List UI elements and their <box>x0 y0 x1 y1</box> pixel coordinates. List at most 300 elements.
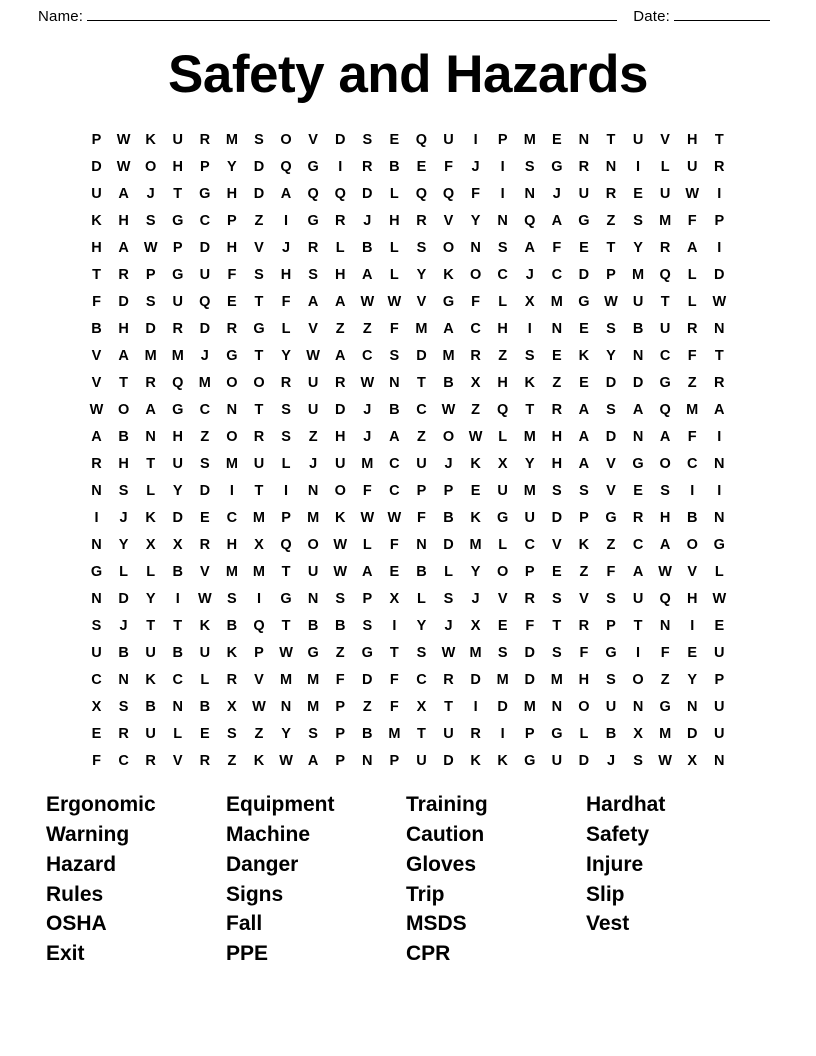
grid-letter[interactable]: N <box>632 428 644 445</box>
grid-letter[interactable]: G <box>307 212 319 229</box>
grid-letter[interactable]: G <box>659 698 671 715</box>
grid-letter[interactable]: I <box>473 698 478 715</box>
grid-letter[interactable]: Q <box>659 590 671 607</box>
grid-letter[interactable]: A <box>91 428 102 445</box>
grid-letter[interactable]: A <box>578 401 590 418</box>
grid-letter[interactable]: I <box>338 158 343 175</box>
grid-letter[interactable]: S <box>524 158 535 175</box>
grid-letter[interactable]: T <box>444 698 453 715</box>
grid-letter[interactable]: L <box>687 293 697 310</box>
grid-letter[interactable]: Q <box>659 401 671 418</box>
grid-letter[interactable]: T <box>119 374 128 391</box>
grid-letter[interactable]: T <box>417 725 426 742</box>
grid-letter[interactable]: J <box>309 455 318 472</box>
grid-letter[interactable]: A <box>334 293 346 310</box>
grid-letter[interactable]: T <box>660 293 670 310</box>
grid-letter[interactable]: A <box>118 185 129 202</box>
grid-letter[interactable]: W <box>116 131 131 148</box>
grid-letter[interactable]: C <box>91 671 102 688</box>
grid-letter[interactable]: E <box>579 374 589 391</box>
grid-letter[interactable]: B <box>632 320 644 337</box>
word-list-item[interactable]: Fall <box>226 912 263 936</box>
grid-letter[interactable]: D <box>334 131 346 148</box>
grid-letter[interactable]: W <box>306 347 320 364</box>
grid-letter[interactable]: W <box>333 536 348 553</box>
grid-letter[interactable]: F <box>687 347 697 364</box>
grid-letter[interactable]: H <box>334 428 346 445</box>
grid-letter[interactable]: G <box>307 158 319 175</box>
grid-letter[interactable]: F <box>444 158 453 175</box>
grid-letter[interactable]: R <box>199 536 211 553</box>
grid-letter[interactable]: R <box>226 320 238 337</box>
grid-letter[interactable]: A <box>307 752 319 769</box>
grid-letter[interactable]: W <box>441 644 456 661</box>
grid-letter[interactable]: L <box>389 185 399 202</box>
grid-letter[interactable]: N <box>307 482 319 499</box>
grid-letter[interactable]: G <box>578 212 590 229</box>
grid-letter[interactable]: I <box>690 617 695 634</box>
grid-letter[interactable]: X <box>633 725 643 742</box>
grid-letter[interactable]: M <box>225 563 238 580</box>
grid-letter[interactable]: Z <box>579 563 589 580</box>
grid-letter[interactable]: L <box>281 455 291 472</box>
grid-letter[interactable]: D <box>524 644 535 661</box>
grid-letter[interactable]: V <box>199 563 210 580</box>
grid-letter[interactable]: A <box>551 212 563 229</box>
grid-letter[interactable]: B <box>443 374 454 391</box>
grid-letter[interactable]: R <box>470 347 481 364</box>
grid-letter[interactable]: H <box>686 131 698 148</box>
grid-letter[interactable]: R <box>280 374 292 391</box>
grid-letter[interactable]: T <box>281 563 291 580</box>
grid-letter[interactable]: E <box>199 509 210 526</box>
grid-letter[interactable]: C <box>416 671 427 688</box>
grid-letter[interactable]: W <box>658 563 672 580</box>
grid-letter[interactable]: M <box>632 266 645 283</box>
grid-letter[interactable]: B <box>118 644 129 661</box>
grid-letter[interactable]: B <box>91 320 102 337</box>
grid-letter[interactable]: K <box>145 509 156 526</box>
grid-letter[interactable]: I <box>500 158 505 175</box>
grid-letter[interactable]: B <box>145 698 156 715</box>
grid-letter[interactable]: X <box>389 590 400 607</box>
grid-letter[interactable]: Y <box>633 239 643 256</box>
grid-letter[interactable]: E <box>551 563 562 580</box>
grid-letter[interactable]: D <box>443 536 454 553</box>
grid-letter[interactable]: R <box>659 239 671 256</box>
grid-letter[interactable]: N <box>91 482 102 499</box>
grid-letter[interactable]: M <box>144 347 157 364</box>
grid-letter[interactable]: U <box>199 266 211 283</box>
grid-letter[interactable]: A <box>578 428 590 445</box>
word-list-item[interactable]: Training <box>406 793 488 817</box>
grid-letter[interactable]: J <box>119 509 128 526</box>
grid-letter[interactable]: U <box>659 185 671 202</box>
grid-letter[interactable]: I <box>717 428 722 445</box>
grid-letter[interactable]: T <box>606 239 616 256</box>
grid-letter[interactable]: S <box>416 239 427 256</box>
grid-letter[interactable]: M <box>307 671 320 688</box>
grid-letter[interactable]: U <box>307 374 319 391</box>
grid-letter[interactable]: I <box>717 482 722 499</box>
grid-letter[interactable]: D <box>714 266 725 283</box>
grid-letter[interactable]: S <box>308 266 318 283</box>
grid-letter[interactable]: J <box>363 428 372 445</box>
grid-letter[interactable]: R <box>334 374 346 391</box>
grid-letter[interactable]: U <box>443 725 454 742</box>
grid-letter[interactable]: R <box>118 725 129 742</box>
grid-letter[interactable]: M <box>469 536 482 553</box>
grid-letter[interactable]: K <box>226 644 238 661</box>
grid-letter[interactable]: L <box>417 590 426 607</box>
grid-letter[interactable]: X <box>145 536 156 553</box>
word-list-item[interactable]: Exit <box>46 942 85 966</box>
grid-letter[interactable]: N <box>307 590 319 607</box>
grid-letter[interactable]: Q <box>280 158 292 175</box>
grid-letter[interactable]: B <box>172 644 183 661</box>
grid-letter[interactable]: R <box>145 752 156 769</box>
grid-letter[interactable]: Z <box>660 671 670 688</box>
grid-letter[interactable]: A <box>659 428 671 445</box>
grid-letter[interactable]: R <box>686 320 698 337</box>
grid-letter[interactable]: I <box>175 590 180 607</box>
grid-letter[interactable]: U <box>714 644 725 661</box>
grid-letter[interactable]: S <box>606 590 616 607</box>
grid-letter[interactable]: D <box>605 428 617 445</box>
grid-letter[interactable]: G <box>659 374 671 391</box>
grid-letter[interactable]: V <box>308 131 318 148</box>
grid-letter[interactable]: D <box>91 158 102 175</box>
grid-letter[interactable]: M <box>415 320 428 337</box>
grid-letter[interactable]: K <box>145 671 156 688</box>
grid-letter[interactable]: Q <box>334 185 346 202</box>
grid-letter[interactable]: P <box>606 266 616 283</box>
grid-letter[interactable]: O <box>253 374 265 391</box>
grid-letter[interactable]: L <box>281 320 291 337</box>
grid-letter[interactable]: Z <box>335 644 345 661</box>
grid-letter[interactable]: L <box>146 482 156 499</box>
grid-letter[interactable]: A <box>118 347 129 364</box>
grid-letter[interactable]: M <box>198 374 211 391</box>
grid-letter[interactable]: V <box>254 239 264 256</box>
grid-letter[interactable]: R <box>172 320 183 337</box>
grid-letter[interactable]: S <box>606 401 616 418</box>
grid-letter[interactable]: R <box>199 131 211 148</box>
grid-letter[interactable]: Y <box>172 482 183 499</box>
grid-letter[interactable]: M <box>523 131 536 148</box>
grid-letter[interactable]: G <box>172 266 184 283</box>
grid-letter[interactable]: F <box>552 239 562 256</box>
grid-letter[interactable]: D <box>118 590 129 607</box>
grid-letter[interactable]: S <box>308 725 318 742</box>
grid-letter[interactable]: J <box>119 617 128 634</box>
grid-letter[interactable]: B <box>172 563 183 580</box>
grid-letter[interactable]: D <box>199 239 211 256</box>
grid-letter[interactable]: S <box>497 644 508 661</box>
grid-letter[interactable]: V <box>660 131 670 148</box>
grid-letter[interactable]: O <box>632 671 644 688</box>
grid-letter[interactable]: U <box>416 752 427 769</box>
grid-letter[interactable]: A <box>578 455 590 472</box>
grid-letter[interactable]: I <box>527 320 532 337</box>
grid-letter[interactable]: D <box>686 725 698 742</box>
grid-letter[interactable]: X <box>524 293 535 310</box>
grid-letter[interactable]: G <box>90 563 103 580</box>
grid-letter[interactable]: Q <box>659 266 671 283</box>
grid-letter[interactable]: K <box>145 131 156 148</box>
grid-letter[interactable]: S <box>606 671 616 688</box>
grid-letter[interactable]: L <box>714 563 724 580</box>
grid-letter[interactable]: X <box>227 698 237 715</box>
grid-letter[interactable]: L <box>444 563 453 580</box>
grid-letter[interactable]: Q <box>199 293 211 310</box>
word-list-item[interactable]: Injure <box>586 852 644 876</box>
grid-letter[interactable]: P <box>254 644 264 661</box>
grid-letter[interactable]: X <box>470 617 481 634</box>
grid-letter[interactable]: N <box>91 590 102 607</box>
grid-letter[interactable]: N <box>362 752 373 769</box>
grid-letter[interactable]: C <box>416 401 427 418</box>
grid-letter[interactable]: X <box>254 536 264 553</box>
grid-letter[interactable]: F <box>660 644 670 661</box>
grid-letter[interactable]: O <box>442 428 455 445</box>
grid-letter[interactable]: Y <box>281 347 291 364</box>
grid-letter[interactable]: R <box>145 374 156 391</box>
grid-letter[interactable]: W <box>333 563 348 580</box>
grid-letter[interactable]: X <box>172 536 183 553</box>
grid-letter[interactable]: Y <box>145 590 156 607</box>
grid-letter[interactable]: U <box>443 131 454 148</box>
grid-letter[interactable]: O <box>659 455 671 472</box>
grid-letter[interactable]: U <box>253 455 265 472</box>
grid-letter[interactable]: G <box>226 347 238 364</box>
grid-letter[interactable]: W <box>712 293 727 310</box>
grid-letter[interactable]: O <box>117 401 130 418</box>
grid-letter[interactable]: D <box>524 671 535 688</box>
grid-letter[interactable]: H <box>226 185 238 202</box>
grid-letter[interactable]: Z <box>362 320 372 337</box>
grid-letter[interactable]: D <box>253 158 265 175</box>
grid-letter[interactable]: Z <box>687 374 697 391</box>
grid-letter[interactable]: R <box>524 590 535 607</box>
grid-letter[interactable]: D <box>362 185 373 202</box>
grid-letter[interactable]: Y <box>416 266 427 283</box>
grid-letter[interactable]: G <box>172 401 184 418</box>
grid-letter[interactable]: K <box>443 266 454 283</box>
grid-letter[interactable]: I <box>94 509 99 526</box>
grid-letter[interactable]: U <box>199 644 211 661</box>
grid-letter[interactable]: C <box>497 266 508 283</box>
grid-letter[interactable]: W <box>252 698 266 715</box>
date-input-line[interactable] <box>674 8 770 21</box>
grid-letter[interactable]: T <box>254 293 264 310</box>
grid-letter[interactable]: C <box>389 482 400 499</box>
grid-letter[interactable]: D <box>605 374 617 391</box>
grid-letter[interactable]: Y <box>524 455 535 472</box>
grid-letter[interactable]: N <box>551 320 563 337</box>
grid-letter[interactable]: J <box>363 401 372 418</box>
grid-letter[interactable]: T <box>417 374 426 391</box>
grid-letter[interactable]: P <box>172 239 183 256</box>
grid-letter[interactable]: Z <box>308 428 318 445</box>
grid-letter[interactable]: A <box>334 347 346 364</box>
grid-letter[interactable]: B <box>226 617 238 634</box>
grid-letter[interactable]: X <box>470 374 481 391</box>
grid-letter[interactable]: W <box>279 644 293 661</box>
grid-letter[interactable]: D <box>632 374 644 391</box>
grid-letter[interactable]: E <box>91 725 102 742</box>
grid-letter[interactable]: E <box>416 158 427 175</box>
grid-letter[interactable]: R <box>578 158 590 175</box>
grid-letter[interactable]: P <box>497 131 508 148</box>
grid-letter[interactable]: F <box>227 266 237 283</box>
grid-letter[interactable]: W <box>360 374 375 391</box>
grid-letter[interactable]: Q <box>442 185 455 202</box>
grid-letter[interactable]: G <box>497 509 509 526</box>
grid-letter[interactable]: W <box>468 428 483 445</box>
grid-letter[interactable]: B <box>118 428 129 445</box>
grid-letter[interactable]: S <box>660 482 670 499</box>
grid-letter[interactable]: U <box>605 698 617 715</box>
grid-letter[interactable]: Z <box>254 212 264 229</box>
grid-letter[interactable]: L <box>498 536 508 553</box>
grid-letter[interactable]: E <box>199 725 210 742</box>
grid-letter[interactable]: P <box>335 752 346 769</box>
grid-letter[interactable]: M <box>523 428 536 445</box>
grid-letter[interactable]: A <box>686 239 698 256</box>
grid-letter[interactable]: G <box>551 725 563 742</box>
grid-letter[interactable]: S <box>281 401 291 418</box>
grid-letter[interactable]: M <box>171 347 184 364</box>
grid-letter[interactable]: M <box>496 671 509 688</box>
grid-letter[interactable]: E <box>470 482 481 499</box>
grid-letter[interactable]: U <box>632 131 644 148</box>
grid-letter[interactable]: U <box>714 725 725 742</box>
grid-letter[interactable]: S <box>254 266 264 283</box>
grid-letter[interactable]: V <box>579 590 589 607</box>
grid-letter[interactable]: R <box>334 212 346 229</box>
grid-letter[interactable]: D <box>470 671 481 688</box>
grid-letter[interactable]: R <box>470 725 481 742</box>
grid-letter[interactable]: U <box>145 644 156 661</box>
grid-letter[interactable]: J <box>606 752 616 769</box>
grid-letter[interactable]: P <box>606 617 616 634</box>
grid-letter[interactable]: O <box>226 428 238 445</box>
grid-letter[interactable]: M <box>659 212 672 229</box>
grid-letter[interactable]: D <box>145 320 156 337</box>
grid-letter[interactable]: E <box>633 482 643 499</box>
grid-letter[interactable]: S <box>389 347 400 364</box>
grid-letter[interactable]: E <box>579 320 589 337</box>
grid-letter[interactable]: I <box>284 212 289 229</box>
grid-letter[interactable]: A <box>659 536 671 553</box>
grid-letter[interactable]: L <box>173 725 183 742</box>
grid-letter[interactable]: C <box>199 212 211 229</box>
grid-letter[interactable]: F <box>92 752 101 769</box>
grid-letter[interactable]: P <box>524 563 535 580</box>
grid-letter[interactable]: H <box>280 266 292 283</box>
grid-letter[interactable]: P <box>227 212 237 229</box>
grid-letter[interactable]: B <box>416 563 427 580</box>
grid-letter[interactable]: M <box>252 563 266 580</box>
grid-letter[interactable]: F <box>389 698 399 715</box>
grid-letter[interactable]: F <box>417 509 426 526</box>
grid-letter[interactable]: K <box>578 347 590 364</box>
name-input-line[interactable] <box>87 8 617 21</box>
word-list-item[interactable]: Signs <box>226 882 284 906</box>
grid-letter[interactable]: S <box>227 725 237 742</box>
grid-letter[interactable]: M <box>442 347 455 364</box>
grid-letter[interactable]: H <box>118 212 129 229</box>
grid-letter[interactable]: H <box>334 266 346 283</box>
grid-letter[interactable]: Y <box>227 158 237 175</box>
grid-letter[interactable]: S <box>551 644 562 661</box>
grid-letter[interactable]: I <box>500 725 505 742</box>
grid-letter[interactable]: S <box>362 617 373 634</box>
grid-letter[interactable]: R <box>632 509 644 526</box>
grid-letter[interactable]: F <box>687 212 697 229</box>
grid-letter[interactable]: M <box>523 482 536 499</box>
word-list-item[interactable]: CPR <box>406 942 451 966</box>
grid-letter[interactable]: H <box>172 428 183 445</box>
grid-letter[interactable]: J <box>282 239 291 256</box>
grid-letter[interactable]: O <box>280 131 292 148</box>
grid-letter[interactable]: D <box>578 752 590 769</box>
grid-letter[interactable]: T <box>173 185 183 202</box>
grid-letter[interactable]: D <box>199 320 211 337</box>
grid-letter[interactable]: H <box>551 455 563 472</box>
grid-letter[interactable]: X <box>687 752 698 769</box>
grid-letter[interactable]: N <box>91 536 102 553</box>
grid-letter[interactable]: P <box>443 482 454 499</box>
grid-letter[interactable]: H <box>497 320 508 337</box>
word-list-item[interactable]: Equipment <box>226 793 335 817</box>
grid-letter[interactable]: L <box>498 428 508 445</box>
grid-letter[interactable]: Z <box>471 401 481 418</box>
grid-letter[interactable]: M <box>307 698 320 715</box>
grid-letter[interactable]: R <box>416 212 427 229</box>
grid-letter[interactable]: Z <box>606 536 616 553</box>
grid-letter[interactable]: D <box>443 752 454 769</box>
grid-letter[interactable]: G <box>713 536 725 553</box>
grid-letter[interactable]: H <box>686 590 698 607</box>
grid-letter[interactable]: G <box>551 158 563 175</box>
grid-letter[interactable]: B <box>443 509 454 526</box>
grid-letter[interactable]: U <box>334 455 346 472</box>
grid-letter[interactable]: A <box>389 428 400 445</box>
grid-letter[interactable]: E <box>687 644 698 661</box>
grid-letter[interactable]: M <box>469 644 482 661</box>
grid-letter[interactable]: T <box>633 617 643 634</box>
grid-letter[interactable]: H <box>226 239 238 256</box>
grid-letter[interactable]: B <box>362 725 373 742</box>
grid-letter[interactable]: N <box>605 158 617 175</box>
grid-letter[interactable]: L <box>389 266 399 283</box>
grid-letter[interactable]: U <box>524 509 535 526</box>
grid-letter[interactable]: O <box>226 374 238 391</box>
grid-letter[interactable]: P <box>524 725 535 742</box>
grid-letter[interactable]: J <box>146 185 155 202</box>
grid-letter[interactable]: M <box>550 671 563 688</box>
grid-letter[interactable]: U <box>307 563 319 580</box>
grid-letter[interactable]: A <box>443 320 454 337</box>
grid-letter[interactable]: U <box>497 482 508 499</box>
grid-letter[interactable]: N <box>172 698 183 715</box>
grid-letter[interactable]: F <box>335 671 345 688</box>
grid-letter[interactable]: S <box>145 293 156 310</box>
grid-letter[interactable]: S <box>91 617 102 634</box>
grid-letter[interactable]: F <box>281 293 291 310</box>
